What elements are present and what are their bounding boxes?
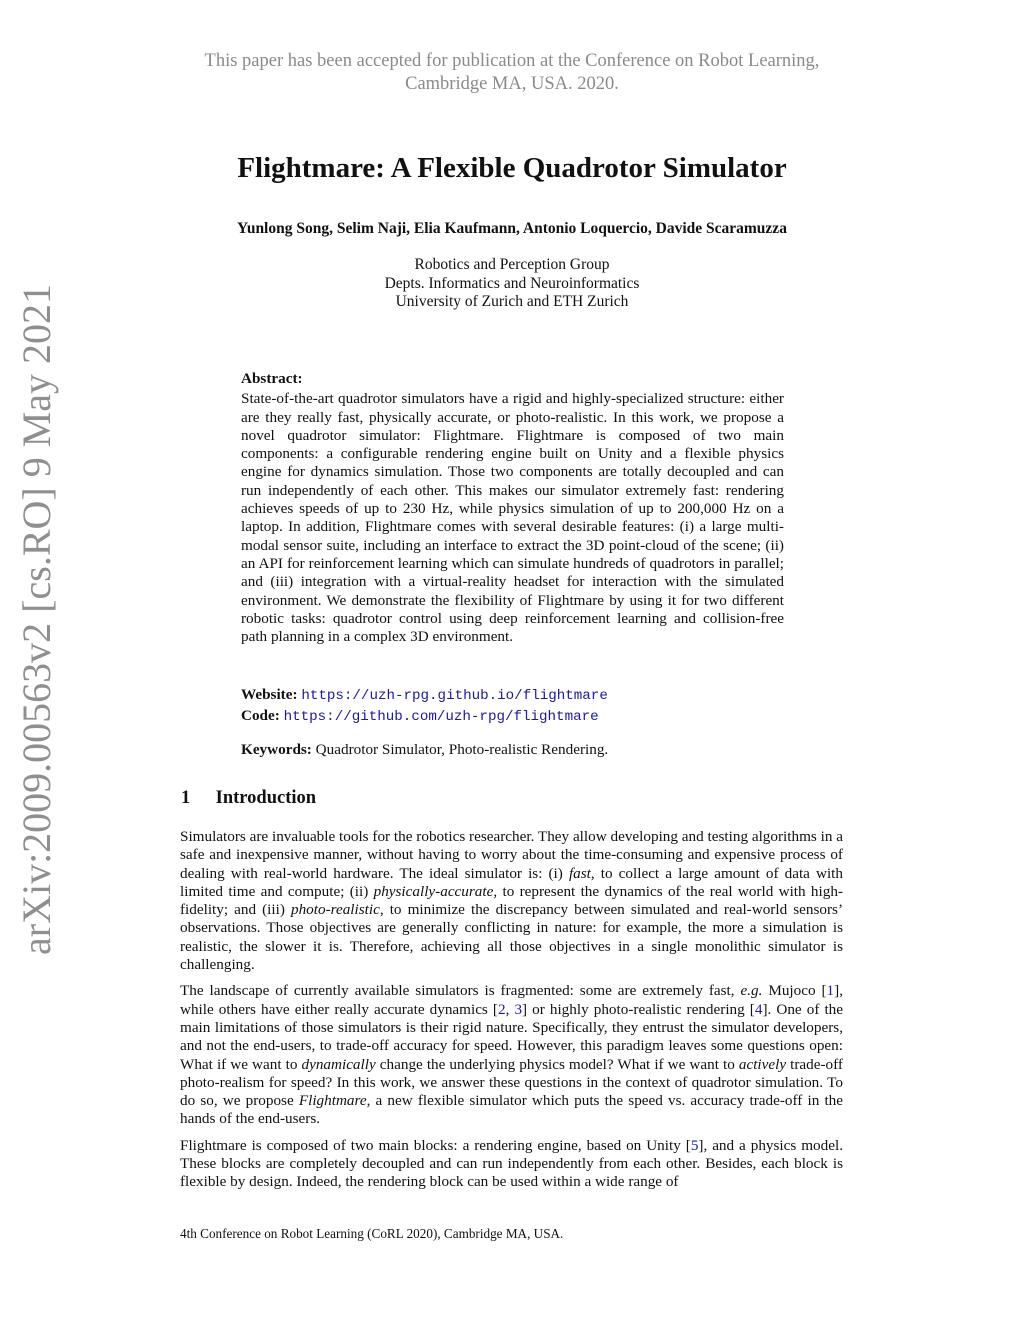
section-title: Introduction: [215, 788, 317, 808]
text-run: change the underlying physics model? What if we want to: [375, 1055, 739, 1073]
text-run: ], and a physics model. These blocks are completely decoupled and can run independently from each other. Besides, each block is flexible by design. Indeed, the rendering block can be used within a wide range of: [180, 1136, 843, 1191]
emphasis-fast: fast: [568, 864, 591, 882]
intro-paragraph-3: [180, 1137, 843, 1192]
text-run: , a new flexible simulator which puts the speed vs. accuracy trade-off in the hands of the end-users.: [180, 1092, 844, 1128]
code-label: Code:: [241, 707, 280, 724]
affiliation-block: [0, 256, 1024, 312]
emphasis-dynamically: dynamically: [301, 1055, 376, 1073]
paper-title: Flightmare: A Flexible Quadrotor Simulator: [237, 152, 787, 184]
abstract-block: [241, 370, 784, 646]
arxiv-stamp: arXiv:2009.00563v2 [cs.RO] 9 May 2021: [14, 283, 59, 955]
links-block: [241, 685, 801, 727]
text-run: trade-off photo-realism for speed? In this work, we answer these questions in the context of quadrotor simulation. To do so, we propose: [180, 1055, 843, 1110]
text-run: The landscape of currently available simulators is fragmented: some are extremely fast,: [180, 982, 741, 1000]
emphasis-physically-accurate: physically-accurate: [373, 882, 494, 900]
code-link[interactable]: https://github.com/uzh-rpg/flightmare: [283, 709, 599, 725]
website-line: [241, 685, 801, 706]
keywords-text: Quadrotor Simulator, Photo-realistic Rendering.: [315, 741, 609, 758]
text-run: ]. One of the main limitations of those simulators is their rigid nature. Specifically, they entrust the simulator developers, and not the end-users, to trade-off accuracy for speed. However, this paradigm leaves some questions open: What if we want to: [180, 1000, 844, 1073]
text-run: Simulators are invaluable tools for the robotics researcher. They allow developing and testing algorithms in a safe and inexpensive manner, without having to worry about the time-consuming and expensive process of dealing with real-world hardware. The ideal simulator is: (i): [180, 828, 843, 882]
code-line: [241, 706, 801, 727]
keywords-line: [241, 740, 801, 759]
citation-link-5[interactable]: 5: [690, 1136, 699, 1154]
conference-footnote: 4th Conference on Robot Learning (CoRL 2020), Cambridge MA, USA.: [180, 1226, 564, 1241]
author-list: Yunlong Song, Selim Naji, Elia Kaufmann, Antonio Loquercio, Davide Scaramuzza: [237, 220, 787, 237]
affiliation-line-1: Robotics and Perception Group: [414, 256, 610, 273]
text-run: ,: [505, 1000, 515, 1018]
abstract-text: State-of-the-art quadrotor simulators have a rigid and highly-specialized structure: either are they really fast, physically accurate, or photo-realistic. In this work, we propose a novel quadrotor simulator: Flightmare. Flightmare is composed of two main components: a configurable rendering engine built on Unity and a flexible physics engine for dynamics simulation. Those two components are totally decoupled and can run independently of each other. This makes our simulator extremely fast: rendering achieves speeds of up to 230 Hz, while physics simulation of up to 200,000 Hz on a laptop. In addition, Flightmare comes with several desirable features: (i) a large multi-modal sensor suite, including an interface to extract the 3D point-cloud of the scene; (ii) an API for reinforcement learning which can simulate hundreds of quadrotors in parallel; and (iii) integration with a virtual-reality headset for interaction with the simulated environment. We demonstrate the flexibility of Flightmare by using it for two different robotic tasks: quadrotor control using deep reinforcement learning and collision-free path planning in a complex 3D environment.: [241, 390, 784, 646]
text-run: Mujoco [: [762, 982, 827, 1000]
text-run: , to collect a large amount of data with limited time and compute; (ii): [180, 864, 843, 900]
publication-notice-line-1: This paper has been accepted for publication at the Conference on Robot Learning,: [204, 51, 820, 71]
emphasis-actively: actively: [738, 1055, 787, 1073]
citation-link-1[interactable]: 1: [826, 982, 835, 1000]
affiliation-line-2: Depts. Informatics and Neuroinformatics: [384, 274, 640, 292]
emphasis-eg: e.g.: [740, 982, 763, 1000]
publication-notice-line-2: Cambridge MA, USA. 2020.: [405, 74, 619, 94]
intro-paragraph-2: [180, 982, 843, 1128]
citation-link-3[interactable]: 3: [514, 1000, 523, 1018]
text-run: , to minimize the discrepancy between simulated and real-world sensors’ observations. Those objectives are generally conflicting in nature: for example, the more a simulation is realistic, the slower it is. Therefore, achieving all those objectives in a single monolithic simulator is challenging.: [180, 901, 844, 974]
text-run: , to represent the dynamics of the real world with high-fidelity; and (iii): [180, 882, 843, 919]
website-label: Website:: [241, 686, 298, 703]
section-number: 1: [181, 788, 191, 808]
introduction-body: [180, 828, 843, 1200]
intro-paragraph-1: [180, 828, 843, 974]
emphasis-flightmare: Flightmare: [298, 1092, 367, 1110]
citation-link-2[interactable]: 2: [497, 1000, 506, 1018]
website-link[interactable]: https://uzh-rpg.github.io/flightmare: [301, 688, 608, 704]
abstract-heading: Abstract:: [241, 370, 303, 387]
text-run: Flightmare is composed of two main blocks: a rendering engine, based on Unity [: [180, 1136, 691, 1154]
publication-notice: [0, 50, 1024, 96]
text-run: ], while others have either really accurate dynamics [: [180, 982, 843, 1018]
section-heading-introduction: [181, 786, 316, 810]
citation-link-4[interactable]: 4: [754, 1000, 763, 1018]
text-run: ] or highly photo-realistic rendering [: [522, 1000, 755, 1018]
emphasis-photo-realistic: photo-realistic: [290, 901, 380, 919]
affiliation-line-3: University of Zurich and ETH Zurich: [395, 293, 629, 310]
keywords-label: Keywords:: [241, 741, 312, 758]
